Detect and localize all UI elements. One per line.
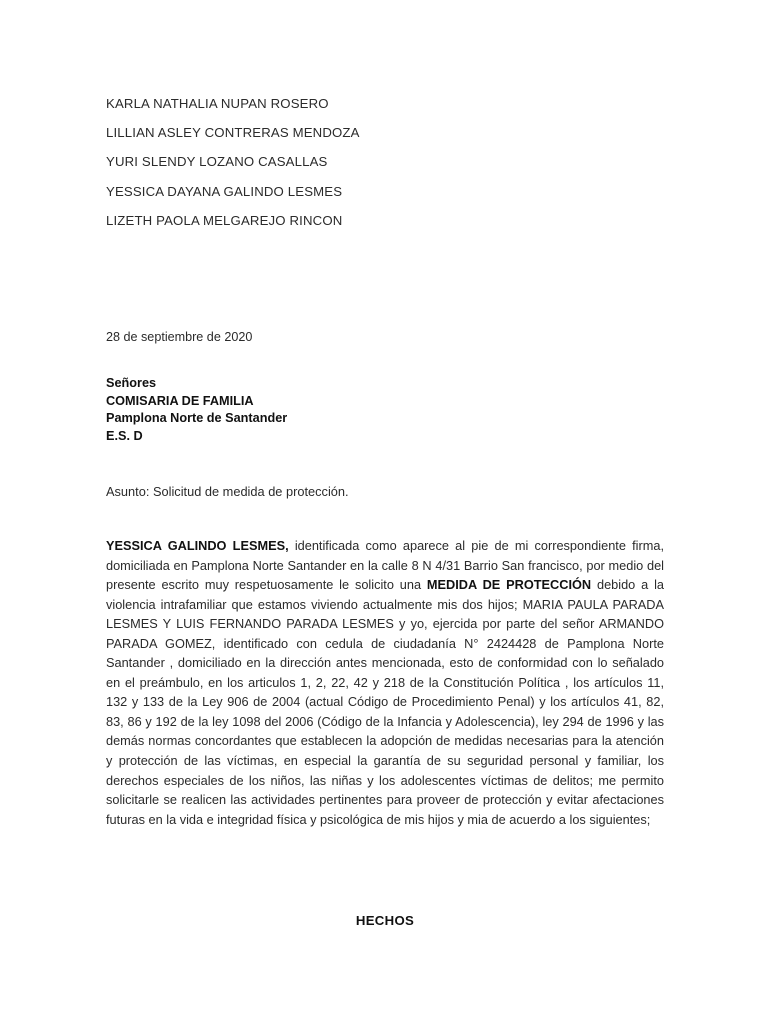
document-date: 28 de septiembre de 2020 xyxy=(106,330,253,344)
body-segment-1: identificada como aparece al pie de mi correspondiente firma, domiciliada en Pamplona Norte Santander en la calle 8 N 4/31 Barrio San francisco, por medio del presente escrito muy respetuosamente le solicito una xyxy=(106,538,664,593)
section-heading-hechos: HECHOS xyxy=(355,913,415,928)
recipient-delivery: E.S. D xyxy=(106,428,143,443)
body-paragraph xyxy=(106,536,664,829)
list-item: KARLA NATHALIA NUPAN ROSERO xyxy=(106,96,329,111)
signatory-name-list xyxy=(106,89,666,235)
list-item: LILLIAN ASLEY CONTRERAS MENDOZA xyxy=(106,125,360,141)
recipient-city: Pamplona Norte de Santander xyxy=(106,411,288,426)
recipient-entity: COMISARIA DE FAMILIA xyxy=(106,393,254,408)
protection-measure-emphasis: MEDIDA DE PROTECCIÓN xyxy=(426,577,592,593)
body-segment-2: debido a la violencia intrafamiliar que estamos viviendo actualmente mis dos hijos; MARIA PAULA PARADA LESMES Y LUIS FERNANDO PARADA LESMES y yo, ejercida por parte del señor ARMANDO PARADA GOMEZ, identificado con cedula de ciudadanía N° 2424428 de Pamplona Norte Santander , domiciliado en la dirección antes mencionada, esto de conformidad con lo señalado en el preámbulo, en los articulos 1, 2, 22, 42 y 218 de la Constitución Política , los artículos 11, 132 y 133 de la Ley 906 de 2004 (actual Código de Procedimiento Penal) y los artículos 41, 82, 83, 86 y 192 de la ley 1098 del 2006 (Código de la Infancia y Adolescencia), ley 294 de 1996 y las demás normas concordantes que establecen la adopción de medidas necesarias para la atención y protección de las víctimas, en especial la garantía de su seguridad personal y familiar, los derechos especiales de los niños, las niñas y los adolescentes víctimas de delitos; me permito solicitarle se realicen las actividades pertinentes para proveer de protección y evitar afectaciones futuras en la vida e integridad física y psicológica de mis hijos y mia de acuerdo a los siguientes; xyxy=(106,577,664,827)
list-item: LIZETH PAOLA MELGAREJO RINCON xyxy=(106,212,343,228)
petitioner-name: YESSICA GALINDO LESMES, xyxy=(106,538,289,553)
list-item: YURI SLENDY LOZANO CASALLAS xyxy=(106,154,328,170)
recipient-block xyxy=(106,375,287,445)
subject-line: Asunto: Solicitud de medida de protección. xyxy=(106,484,349,499)
recipient-salutation: Señores xyxy=(106,376,157,390)
list-item: YESSICA DAYANA GALINDO LESMES xyxy=(106,183,343,199)
